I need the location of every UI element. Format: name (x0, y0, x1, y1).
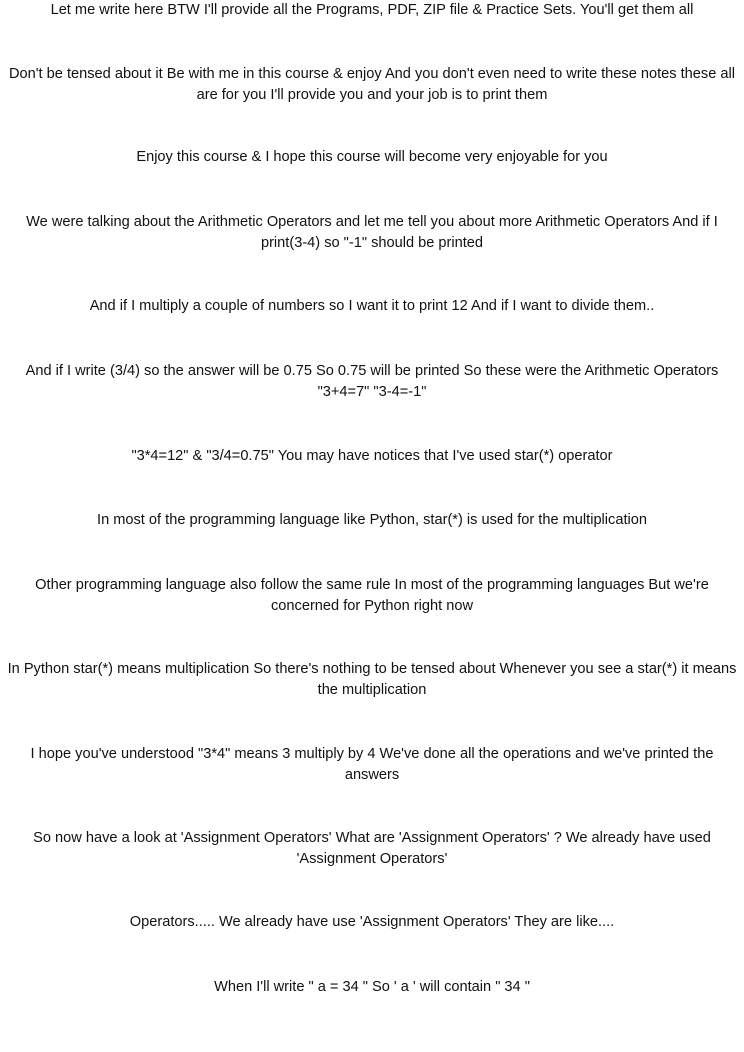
paragraph-10: In Python star(*) means multiplication So there's nothing to be tensed about Whenever you see a star(*) it means the multiplication (7, 661, 737, 698)
paragraph-2: Don't be tensed about it Be with me in this course & enjoy And you don't even need to write these notes these all are for you I'll provide you and your job is to print them (9, 66, 735, 103)
paragraph-13: Operators..... We already have use 'Assignment Operators' They are like.... (129, 914, 615, 930)
paragraph-1: Let me write here BTW I'll provide all the Programs, PDF, ZIP file & Practice Sets. You'll get them all (50, 2, 694, 18)
paragraph-6: And if I write (3/4) so the answer will be 0.75 So 0.75 will be printed So these were the Arithmetic Operators "3+4=7" "3-4=-1" (25, 363, 719, 400)
paragraph-5: And if I multiply a couple of numbers so I want it to print 12 And if I want to divide them.. (89, 298, 655, 314)
paragraph-12: So now have a look at 'Assignment Operators' What are 'Assignment Operators' ? We already have used 'Assignment Operators' (33, 830, 711, 867)
paragraph-11: I hope you've understood "3*4" means 3 multiply by 4 We've done all the operations and we've printed the answers (30, 746, 714, 783)
paragraph-7: "3*4=12" & "3/4=0.75" You may have notices that I've used star(*) operator (131, 448, 613, 464)
paragraph-3: Enjoy this course & I hope this course will become very enjoyable for you (136, 149, 608, 165)
paragraph-9: Other programming language also follow the same rule In most of the programming languages But we're concerned for Python right now (35, 577, 709, 614)
paragraph-14: When I'll write " a = 34 " So ' a ' will contain " 34 " (214, 979, 530, 995)
paragraph-4: We were talking about the Arithmetic Operators and let me tell you about more Arithmetic Operators And if I print(3-4) so "-1" should be printed (26, 214, 718, 251)
paragraph-8: In most of the programming language like Python, star(*) is used for the multiplication (97, 512, 647, 528)
